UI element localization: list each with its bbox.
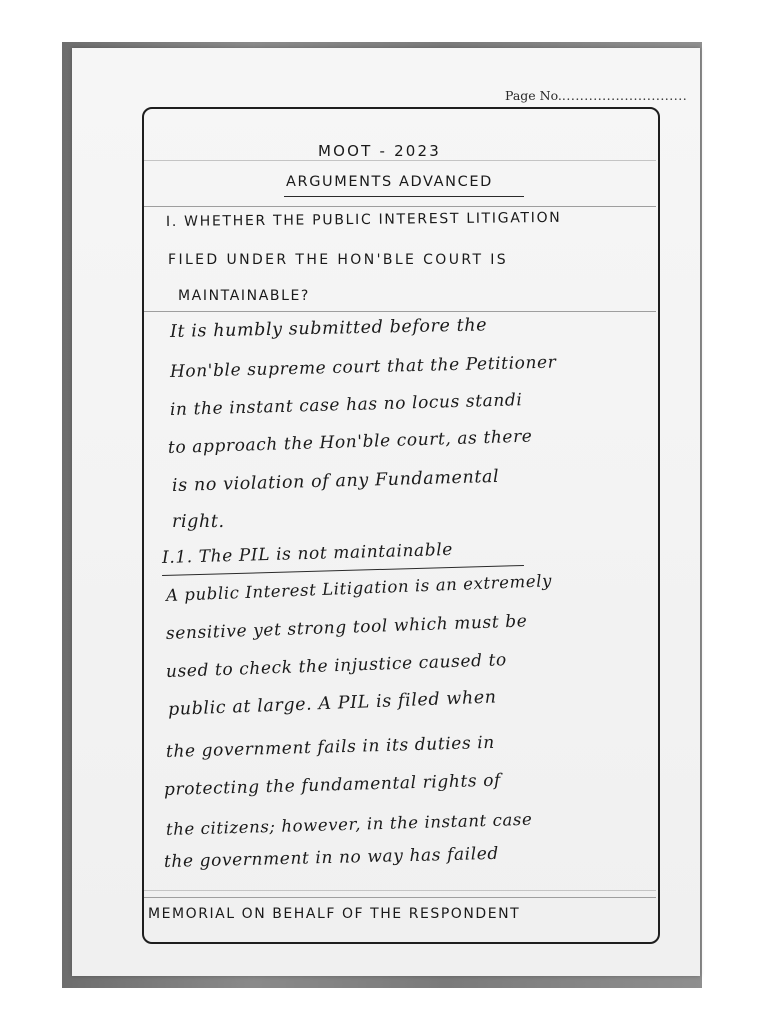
ruled-line (144, 160, 656, 161)
body-line: used to check the injustice caused to (165, 650, 508, 682)
body-line: sensitive yet strong tool which must be (165, 611, 528, 644)
memorial-footer: MEMORIAL ON BEHALF OF THE RESPONDENT (148, 906, 521, 922)
body-line: public at large. A PIL is filed when (167, 687, 497, 720)
ruled-line (144, 206, 656, 207)
summary-line: is no violation of any Fundamental (171, 466, 500, 496)
heading-underline (284, 196, 524, 197)
body-line: the citizens; however, in the instant case (165, 809, 533, 839)
issue-line-3: MAINTAINABLE? (178, 288, 310, 304)
summary-line: in the instant case has no locus standi (169, 390, 523, 420)
arguments-heading: ARGUMENTS ADVANCED (286, 174, 493, 190)
moot-title: MOOT - 2023 (318, 142, 442, 160)
issue-line-2: FILED UNDER THE HON'BLE COURT IS (168, 252, 509, 268)
ruled-line (144, 311, 656, 312)
summary-line: right. (172, 512, 225, 532)
page-number-field (505, 88, 687, 103)
summary-line: to approach the Hon'ble court, as there (167, 426, 533, 458)
page-number-dots: ............................ (561, 88, 688, 103)
body-line: A public Interest Litigation is an extremely (165, 571, 553, 605)
page-number-label: Page No. (505, 88, 562, 103)
body-line: the government in no way has failed (163, 843, 500, 872)
ruled-line (144, 890, 656, 891)
issue-line-1: I. WHETHER THE PUBLIC INTEREST LITIGATION (165, 209, 562, 230)
subheading: I.1. The PIL is not maintainable (161, 539, 454, 568)
summary-line: It is humbly submitted before the (169, 315, 488, 342)
summary-line: Hon'ble supreme court that the Petitioner (169, 352, 557, 382)
body-line: protecting the fundamental rights of (163, 770, 502, 800)
body-line: the government fails in its duties in (165, 732, 496, 762)
ruled-line (144, 897, 656, 898)
